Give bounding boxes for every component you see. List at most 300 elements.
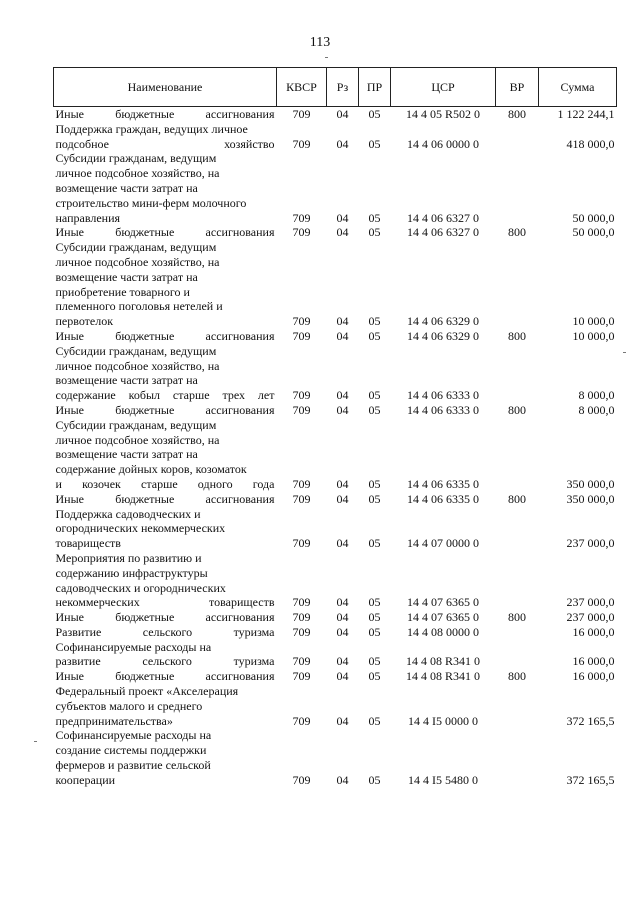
- table-row: [54, 122, 617, 137]
- sum-cell: [539, 521, 617, 536]
- rz-cell: 04: [336, 136, 349, 151]
- vr-cell: [496, 122, 539, 137]
- csr-cell: 14 4 06 6329 0: [407, 314, 479, 329]
- table-row: [54, 521, 617, 536]
- sum-cell: 350 000,0: [566, 491, 615, 506]
- csr-cell: [391, 166, 496, 181]
- csr-cell: [391, 285, 496, 300]
- pr-cell: [359, 285, 391, 300]
- pr-cell: [359, 270, 391, 285]
- kvsr-cell: [277, 758, 327, 773]
- kvsr-cell: [277, 507, 327, 522]
- name-cell-line: личное подсобное хозяйство, на: [55, 432, 220, 447]
- name-cell-line: Иные бюджетные ассигнования: [55, 402, 275, 417]
- kvsr-cell: [277, 551, 327, 566]
- kvsr-cell: [277, 521, 327, 536]
- name-cell-line: предпринимательства»: [55, 713, 173, 728]
- csr-cell: 14 4 05 R502 0: [405, 107, 480, 121]
- csr-cell: [391, 299, 496, 314]
- pr-cell: [359, 299, 391, 314]
- kvsr-cell: [277, 151, 327, 166]
- vr-cell: [496, 137, 539, 152]
- rz-cell: 04: [336, 536, 349, 551]
- table-row: [54, 211, 617, 226]
- kvsr-cell: 709: [292, 536, 311, 551]
- name-cell-line: Поддержка садоводческих и: [55, 506, 201, 521]
- csr-cell: 14 4 06 6327 0: [407, 210, 479, 225]
- csr-cell: 14 4 I5 5480 0: [408, 772, 478, 787]
- vr-cell: [496, 166, 539, 181]
- vr-cell: 800: [508, 491, 526, 506]
- vr-cell: [496, 359, 539, 374]
- pr-cell: 05: [368, 388, 381, 403]
- pr-cell: [359, 743, 391, 758]
- name-cell-line: фермеров и развитие сельской: [55, 758, 211, 773]
- name-cell-line: Субсидии гражданам, ведущим: [55, 240, 217, 255]
- pr-cell: [359, 166, 391, 181]
- kvsr-cell: 709: [292, 136, 311, 151]
- rz-cell: [327, 581, 359, 596]
- name-cell-line: племенного поголовья нетелей и: [55, 299, 223, 314]
- sum-cell: [539, 166, 617, 181]
- kvsr-cell: [277, 684, 327, 699]
- table-row: [54, 507, 617, 522]
- name-cell-line: подсобное хозяйство: [55, 136, 275, 151]
- pr-cell: [359, 240, 391, 255]
- csr-cell: [391, 181, 496, 196]
- name-cell-line: Иные бюджетные ассигнования: [55, 669, 275, 684]
- sum-cell: 16 000,0: [572, 624, 615, 639]
- vr-cell: [496, 595, 539, 610]
- pr-cell: [359, 344, 391, 359]
- sum-cell: 8 000,0: [578, 388, 615, 403]
- kvsr-cell: [277, 418, 327, 433]
- pr-cell: [359, 151, 391, 166]
- kvsr-cell: [277, 447, 327, 462]
- csr-cell: 14 4 08 0000 0: [407, 624, 479, 639]
- table-row: [54, 151, 617, 166]
- csr-cell: [391, 433, 496, 448]
- table-row: [54, 462, 617, 477]
- table-row: [54, 285, 617, 300]
- name-cell-line: Субсидии гражданам, ведущим: [55, 343, 217, 358]
- kvsr-cell: 709: [292, 402, 311, 417]
- kvsr-cell: 709: [292, 772, 311, 787]
- pr-cell: [359, 507, 391, 522]
- csr-cell: [391, 344, 496, 359]
- csr-cell: 14 4 07 6365 0: [407, 610, 479, 625]
- kvsr-cell: [277, 270, 327, 285]
- vr-cell: [496, 536, 539, 551]
- vr-cell: [496, 373, 539, 388]
- pr-cell: 05: [368, 225, 381, 240]
- name-cell-line: товариществ: [55, 536, 121, 551]
- name-cell-line: возмещение части затрат на: [55, 180, 198, 195]
- table-row: [54, 329, 617, 344]
- csr-cell: [391, 551, 496, 566]
- sum-cell: 50 000,0: [572, 225, 615, 240]
- name-cell-line: кооперации: [55, 772, 116, 787]
- pr-cell: [359, 255, 391, 270]
- rz-cell: 04: [336, 624, 349, 639]
- name-cell-line: некоммерческих товариществ: [55, 595, 275, 610]
- vr-cell: [496, 151, 539, 166]
- csr-cell: [391, 758, 496, 773]
- vr-cell: [496, 743, 539, 758]
- vr-cell: [496, 728, 539, 743]
- table-row: [54, 107, 617, 122]
- kvsr-cell: 709: [292, 225, 311, 240]
- pr-cell: [359, 758, 391, 773]
- rz-cell: 04: [336, 595, 349, 610]
- csr-cell: [391, 699, 496, 714]
- table-row: [54, 403, 617, 418]
- table-row: [54, 581, 617, 596]
- pr-cell: [359, 521, 391, 536]
- rz-cell: 04: [336, 713, 349, 728]
- csr-cell: 14 4 06 6329 0: [407, 328, 479, 343]
- sum-cell: [539, 122, 617, 137]
- rz-cell: [327, 418, 359, 433]
- vr-cell: [496, 181, 539, 196]
- sum-cell: 418 000,0: [566, 136, 615, 151]
- vr-cell: [496, 581, 539, 596]
- name-cell-line: содержанию инфраструктуры: [55, 565, 208, 580]
- rz-cell: [327, 122, 359, 137]
- pr-cell: [359, 196, 391, 211]
- pr-cell: [359, 581, 391, 596]
- column-header-vr: ВР: [496, 68, 539, 107]
- vr-cell: [496, 507, 539, 522]
- pr-cell: [359, 551, 391, 566]
- rz-cell: 04: [336, 210, 349, 225]
- rz-cell: 04: [336, 491, 349, 506]
- pr-cell: 05: [368, 314, 381, 329]
- sum-cell: 10 000,0: [572, 328, 615, 343]
- csr-cell: [391, 270, 496, 285]
- csr-cell: [391, 728, 496, 743]
- sum-cell: [539, 581, 617, 596]
- rz-cell: 04: [336, 610, 349, 625]
- vr-cell: [496, 344, 539, 359]
- table-row: [54, 758, 617, 773]
- vr-cell: [496, 551, 539, 566]
- csr-cell: [391, 521, 496, 536]
- pr-cell: 05: [368, 669, 381, 684]
- kvsr-cell: [277, 373, 327, 388]
- pr-cell: [359, 418, 391, 433]
- vr-cell: [496, 773, 539, 788]
- pr-cell: 05: [368, 210, 381, 225]
- table-header-row: [54, 68, 617, 107]
- kvsr-cell: 709: [292, 328, 311, 343]
- kvsr-cell: [277, 122, 327, 137]
- csr-cell: 14 4 06 6333 0: [407, 402, 479, 417]
- table-row: [54, 359, 617, 374]
- vr-cell: [496, 714, 539, 729]
- column-header-sum: Сумма: [539, 68, 617, 107]
- csr-cell: 14 4 07 0000 0: [407, 536, 479, 551]
- pr-cell: 05: [368, 402, 381, 417]
- csr-cell: 14 4 06 6335 0: [407, 476, 479, 491]
- pr-cell: [359, 373, 391, 388]
- sum-cell: 1 122 244,1: [557, 107, 615, 121]
- sum-cell: 350 000,0: [566, 476, 615, 491]
- vr-cell: [496, 640, 539, 655]
- sum-cell: [539, 240, 617, 255]
- vr-cell: [496, 314, 539, 329]
- pr-cell: [359, 122, 391, 137]
- pr-cell: 05: [368, 595, 381, 610]
- vr-cell: [496, 270, 539, 285]
- name-cell-line: Мероприятия по развитию и: [55, 550, 202, 565]
- sum-cell: [539, 196, 617, 211]
- rz-cell: 04: [336, 314, 349, 329]
- kvsr-cell: 709: [292, 713, 311, 728]
- table-row: [54, 447, 617, 462]
- vr-cell: [496, 211, 539, 226]
- kvsr-cell: 709: [292, 388, 311, 403]
- name-cell-line: субъектов малого и среднего: [55, 698, 203, 713]
- vr-cell: 800: [508, 669, 526, 684]
- rz-cell: [327, 166, 359, 181]
- name-cell-line: Иные бюджетные ассигнования: [55, 610, 275, 625]
- table-row: [54, 299, 617, 314]
- name-cell-line: Субсидии гражданам, ведущим: [55, 151, 217, 166]
- csr-cell: [391, 640, 496, 655]
- csr-cell: [391, 359, 496, 374]
- rz-cell: 04: [336, 772, 349, 787]
- table-row: [54, 255, 617, 270]
- vr-cell: [496, 625, 539, 640]
- pr-cell: [359, 447, 391, 462]
- pr-cell: 05: [368, 654, 381, 669]
- sum-cell: [539, 270, 617, 285]
- pr-cell: [359, 728, 391, 743]
- pr-cell: [359, 462, 391, 477]
- rz-cell: [327, 551, 359, 566]
- sum-cell: 8 000,0: [578, 402, 615, 417]
- sum-cell: [539, 418, 617, 433]
- name-cell-line: Софинансируемые расходы на: [55, 728, 212, 743]
- sum-cell: 10 000,0: [572, 314, 615, 329]
- column-header-pr: ПР: [359, 68, 391, 107]
- rz-cell: [327, 462, 359, 477]
- rz-cell: [327, 728, 359, 743]
- rz-cell: [327, 255, 359, 270]
- table-row: [54, 640, 617, 655]
- csr-cell: [391, 581, 496, 596]
- sum-cell: [539, 758, 617, 773]
- kvsr-cell: [277, 285, 327, 300]
- kvsr-cell: 709: [292, 476, 311, 491]
- pr-cell: [359, 359, 391, 374]
- csr-cell: [391, 122, 496, 137]
- csr-cell: 14 4 I5 0000 0: [408, 713, 478, 728]
- vr-cell: [496, 654, 539, 669]
- csr-cell: [391, 240, 496, 255]
- table-row: [54, 270, 617, 285]
- rz-cell: [327, 151, 359, 166]
- kvsr-cell: [277, 344, 327, 359]
- sum-cell: [539, 151, 617, 166]
- name-cell-line: личное подсобное хозяйство, на: [55, 358, 220, 373]
- table-row: [54, 551, 617, 566]
- csr-cell: 14 4 06 0000 0: [407, 136, 479, 151]
- kvsr-cell: 709: [292, 314, 311, 329]
- pr-cell: 05: [368, 476, 381, 491]
- table-row: [54, 536, 617, 551]
- table-row: [54, 418, 617, 433]
- vr-cell: [496, 196, 539, 211]
- table-row: [54, 181, 617, 196]
- name-cell-line: Развитие сельского туризма: [55, 624, 275, 639]
- kvsr-cell: [277, 640, 327, 655]
- csr-cell: 14 4 07 6365 0: [407, 595, 479, 610]
- csr-cell: [391, 418, 496, 433]
- kvsr-cell: [277, 181, 327, 196]
- sum-cell: [539, 181, 617, 196]
- rz-cell: [327, 344, 359, 359]
- table-row: [54, 373, 617, 388]
- rz-cell: [327, 743, 359, 758]
- name-cell-line: содержание кобыл старше трех лет: [55, 388, 275, 403]
- sum-cell: [539, 699, 617, 714]
- kvsr-cell: [277, 462, 327, 477]
- kvsr-cell: [277, 699, 327, 714]
- csr-cell: [391, 684, 496, 699]
- pr-cell: 05: [368, 713, 381, 728]
- vr-cell: [496, 758, 539, 773]
- rz-cell: [327, 684, 359, 699]
- sum-cell: [539, 743, 617, 758]
- rz-cell: [327, 758, 359, 773]
- column-header-kvsr: КВСР: [277, 68, 327, 107]
- name-cell-line: Иные бюджетные ассигнования: [55, 328, 275, 343]
- pr-cell: 05: [368, 624, 381, 639]
- table-row: [54, 492, 617, 507]
- kvsr-cell: [277, 566, 327, 581]
- kvsr-cell: 709: [292, 107, 311, 121]
- name-cell-line: создание системы поддержки: [55, 743, 207, 758]
- vr-cell: 800: [508, 610, 526, 625]
- kvsr-cell: [277, 359, 327, 374]
- rz-cell: [327, 240, 359, 255]
- table-row: [54, 433, 617, 448]
- table-row: [54, 684, 617, 699]
- rz-cell: [327, 521, 359, 536]
- rz-cell: [327, 699, 359, 714]
- sum-cell: [539, 433, 617, 448]
- csr-cell: 14 4 06 6327 0: [407, 225, 479, 240]
- kvsr-cell: [277, 743, 327, 758]
- vr-cell: [496, 299, 539, 314]
- kvsr-cell: [277, 728, 327, 743]
- table-body: [54, 107, 617, 788]
- sum-cell: 372 165,5: [566, 772, 615, 787]
- table-row: [54, 654, 617, 669]
- scan-speck: [623, 352, 626, 353]
- sum-cell: 237 000,0: [566, 610, 615, 625]
- sum-cell: [539, 684, 617, 699]
- vr-cell: [496, 447, 539, 462]
- kvsr-cell: [277, 196, 327, 211]
- sum-cell: 16 000,0: [572, 654, 615, 669]
- name-cell-line: возмещение части затрат на: [55, 447, 198, 462]
- sum-cell: 237 000,0: [566, 536, 615, 551]
- column-header-name: Наименование: [54, 68, 277, 107]
- pr-cell: 05: [368, 536, 381, 551]
- vr-cell: 800: [508, 225, 526, 240]
- table-row: [54, 669, 617, 684]
- kvsr-cell: [277, 433, 327, 448]
- name-cell-line: первотелок: [55, 314, 114, 329]
- rz-cell: [327, 433, 359, 448]
- table-row: [54, 566, 617, 581]
- sum-cell: [539, 359, 617, 374]
- pr-cell: 05: [368, 328, 381, 343]
- column-header-rz: Рз: [327, 68, 359, 107]
- csr-cell: [391, 196, 496, 211]
- column-header-csr: ЦСР: [391, 68, 496, 107]
- rz-cell: [327, 285, 359, 300]
- name-cell-line: Поддержка граждан, ведущих личное: [55, 121, 248, 136]
- vr-cell: [496, 285, 539, 300]
- name-cell-line: Софинансируемые расходы на: [55, 639, 212, 654]
- vr-cell: 800: [508, 402, 526, 417]
- rz-cell: [327, 447, 359, 462]
- csr-cell: [391, 447, 496, 462]
- sum-cell: 16 000,0: [572, 669, 615, 684]
- name-cell-line: развитие сельского туризма: [55, 654, 275, 669]
- rz-cell: [327, 373, 359, 388]
- kvsr-cell: [277, 240, 327, 255]
- rz-cell: [327, 507, 359, 522]
- sum-cell: [539, 507, 617, 522]
- sum-cell: 372 165,5: [566, 713, 615, 728]
- pr-cell: 05: [368, 136, 381, 151]
- table-row: [54, 743, 617, 758]
- table-row: [54, 610, 617, 625]
- vr-cell: 800: [508, 328, 526, 343]
- csr-cell: 14 4 06 6333 0: [407, 388, 479, 403]
- page-number: 113: [309, 35, 331, 50]
- vr-cell: [496, 521, 539, 536]
- pr-cell: [359, 181, 391, 196]
- pr-cell: [359, 566, 391, 581]
- pr-cell: [359, 699, 391, 714]
- vr-cell: [496, 566, 539, 581]
- rz-cell: 04: [336, 476, 349, 491]
- pr-cell: [359, 684, 391, 699]
- sum-cell: [539, 255, 617, 270]
- rz-cell: [327, 196, 359, 211]
- table-row: [54, 477, 617, 492]
- csr-cell: [391, 151, 496, 166]
- rz-cell: [327, 640, 359, 655]
- rz-cell: [327, 270, 359, 285]
- csr-cell: [391, 743, 496, 758]
- table-row: [54, 699, 617, 714]
- sum-cell: [539, 462, 617, 477]
- vr-cell: [496, 699, 539, 714]
- scan-speck: [34, 741, 37, 742]
- name-cell-line: Федеральный проект «Акселерация: [55, 684, 239, 699]
- vr-cell: [496, 462, 539, 477]
- sum-cell: [539, 373, 617, 388]
- name-cell-line: Иные бюджетные ассигнования: [55, 491, 275, 506]
- kvsr-cell: [277, 581, 327, 596]
